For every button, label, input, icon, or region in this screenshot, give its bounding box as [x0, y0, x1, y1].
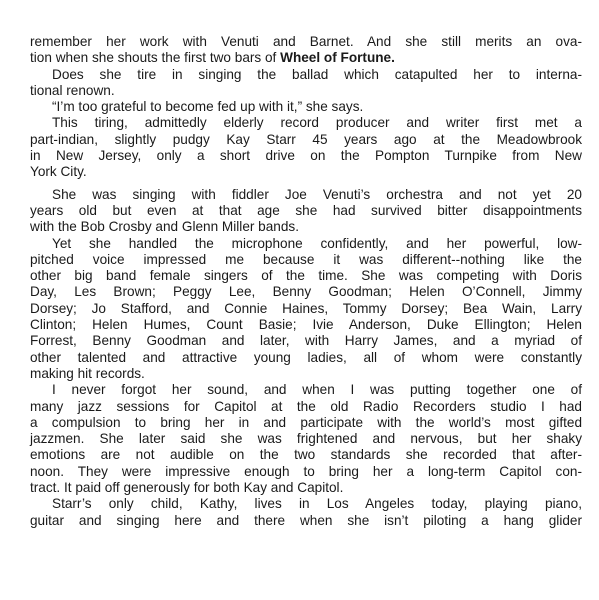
text-line [30, 50, 582, 66]
text-line: She was singing with fiddler Joe Venuti’s orchestra and not yet 20 [52, 186, 582, 202]
text-line: Clinton; Helen Humes, Count Basie; Ivie Anderson, Duke Ellington; Helen [30, 317, 582, 333]
text-line: “I’m too grateful to become fed up with it,” she says. [52, 99, 364, 115]
text-line: part-indian, slightly pudgy Kay Starr 45 years ago at the Meadowbrook [30, 131, 582, 147]
text-line: tional renown. [30, 82, 115, 98]
text-line: other talented and attractive young ladies, all of whom were constantly [30, 349, 582, 365]
text-line: remember her work with Venuti and Barnet. And she still merits an ova- [30, 34, 582, 49]
text-line: This tiring, admittedly elderly record producer and writer first met a [52, 115, 582, 131]
song-title: Wheel of Fortune. [280, 50, 395, 66]
text-line: emotions are not audible on the two standards she recorded that after- [30, 447, 582, 463]
text-line: York City. [30, 164, 87, 180]
text-line: other big band female singers of the time. She was competing with Doris [30, 268, 582, 284]
text-line: I never forgot her sound, and when I was putting together one of [52, 382, 582, 398]
text-line: tract. It paid off generously for both Kay and Capitol. [30, 480, 344, 496]
text-line: in New Jersey, only a short drive on the Pompton Turnpike from New [30, 148, 582, 164]
text-line: guitar and singing here and there when she isn’t piloting a hang glider [30, 512, 582, 528]
text-fragment: tion when she shouts the first two bars of [30, 50, 281, 66]
text-line: a compulsion to bring her in and participate with the world’s most gifted [30, 414, 582, 430]
text-line: Yet she handled the microphone confidently, and her powerful, low- [52, 235, 582, 251]
text-line: Day, Les Brown; Peggy Lee, Benny Goodman; Helen O’Connell, Jimmy [30, 284, 582, 300]
text-line: noon. They were impressive enough to bring her a long-term Capitol con- [30, 463, 582, 479]
article-text [30, 34, 582, 529]
text-line: many jazz sessions for Capitol at the old Radio Recorders studio I had [30, 398, 582, 414]
text-line: Dorsey; Jo Stafford, and Connie Haines, Tommy Dorsey; Bea Wain, Larry [30, 300, 582, 316]
text-line: Forrest, Benny Goodman and later, with Harry James, and a myriad of [30, 333, 582, 349]
text-line: with the Bob Crosby and Glenn Miller bands. [30, 219, 299, 235]
text-line: Starr’s only child, Kathy, lives in Los Angeles today, playing piano, [52, 496, 582, 512]
text-line: Does she tire in singing the ballad which catapulted her to interna- [52, 66, 582, 82]
text-line: pitched voice impressed me because it was different--nothing like the [30, 251, 582, 267]
text-line: years old but even at that age she had survived bitter disappointments [30, 202, 582, 218]
text-line: jazzmen. She later said she was frightened and nervous, but her shaky [30, 431, 582, 447]
text-line: making hit records. [30, 365, 145, 381]
